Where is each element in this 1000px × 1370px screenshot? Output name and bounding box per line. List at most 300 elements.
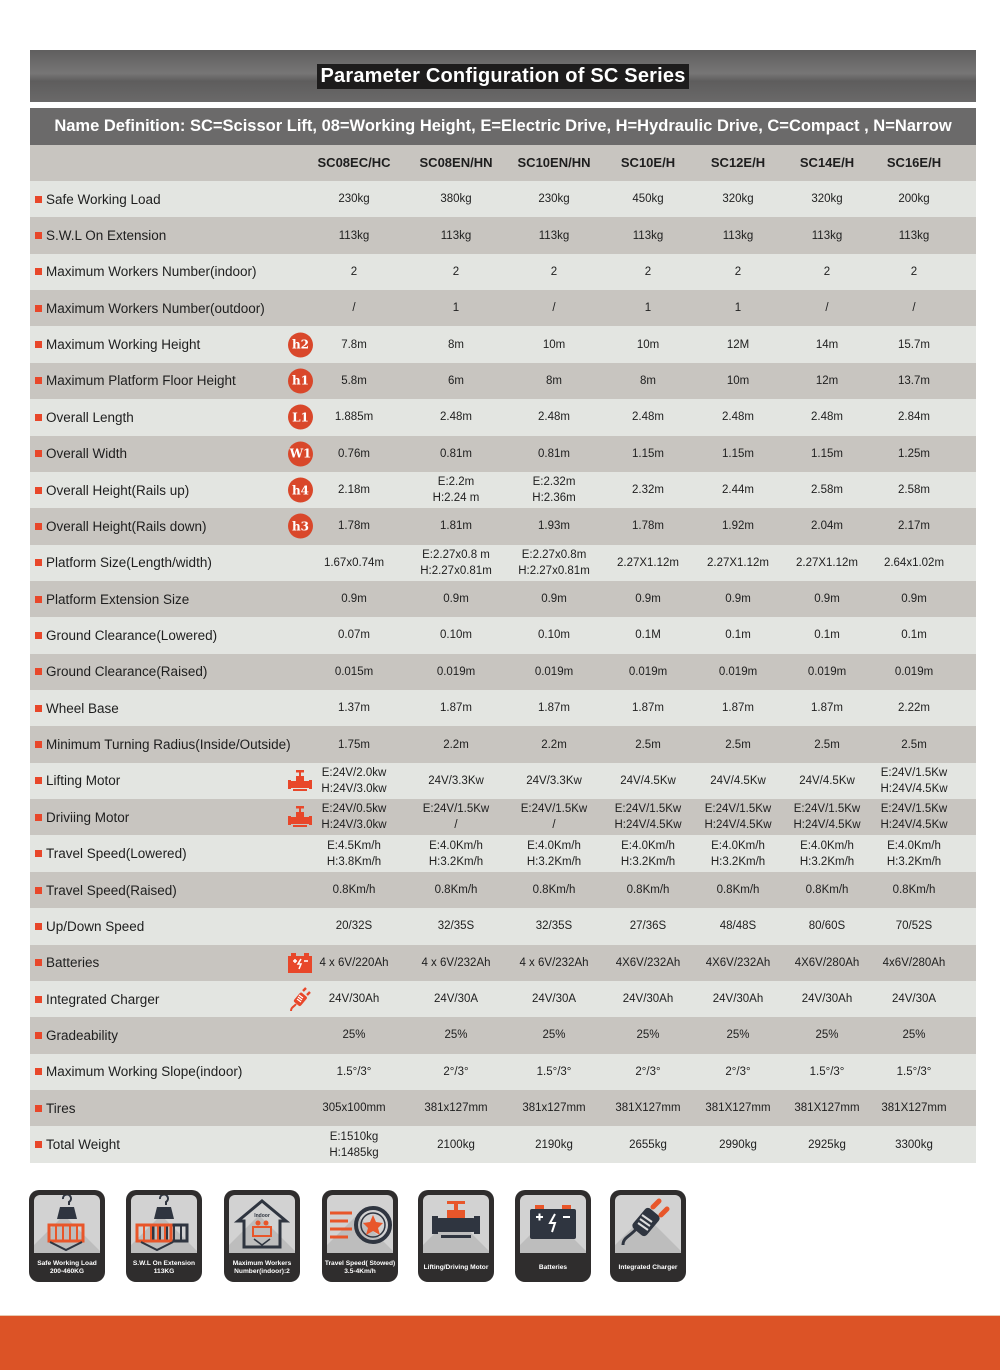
cell-value: 25%: [815, 1029, 839, 1042]
cell-value: E:24V/1.5Kw: [793, 803, 861, 816]
table-cell: [511, 217, 597, 253]
feature-tile: [224, 1190, 300, 1282]
bullet-icon: [35, 959, 42, 966]
table-cell: [782, 254, 872, 290]
cell-value: 2.18m: [338, 484, 370, 497]
table-row: [30, 690, 976, 726]
tile-caption: [29, 1253, 105, 1282]
cell-value: 2°/3°: [725, 1065, 751, 1078]
bullet-icon: [35, 996, 42, 1003]
cell-value: 1.87m: [811, 702, 843, 715]
bullet-icon: [35, 232, 42, 239]
cell-value: 2.5m: [635, 738, 661, 751]
table-cell: [604, 436, 692, 472]
feature-tile: [29, 1190, 105, 1282]
cell-value: E:24V/1.5Kw: [520, 803, 588, 816]
table-cell: [511, 326, 597, 362]
cell-value: 0.9m: [635, 593, 661, 606]
cell-value: 2.58m: [811, 484, 843, 497]
table-cell: [310, 399, 398, 435]
cell-value: E:24V/1.5Kw: [422, 803, 490, 816]
cell-value: /: [352, 302, 356, 315]
cell-value: 2: [452, 265, 460, 278]
bullet-icon: [35, 377, 42, 384]
cell-value: 48/48S: [719, 920, 757, 933]
model-header: SC08EC/HC: [317, 155, 391, 170]
table-cell: [782, 508, 872, 544]
table-row: [30, 617, 976, 653]
cell-value: 1.5°/3°: [536, 1065, 572, 1078]
cell-value: 1.87m: [538, 702, 570, 715]
cell-value: 25%: [444, 1029, 468, 1042]
cell-value: 305x100mm: [322, 1102, 386, 1115]
table-cell: [604, 690, 692, 726]
cell-value: 0.8Km/h: [805, 884, 849, 896]
cell-value: 24V/30Ah: [328, 993, 380, 1006]
cell-value: 1.78m: [632, 520, 664, 533]
cell-value: 24V/4.5Kw: [620, 774, 676, 787]
row-label-cell: [30, 399, 320, 435]
table-row: [30, 1090, 976, 1126]
tile-caption-line: 3.5-4Km/h: [344, 1267, 376, 1275]
row-label-cell: [30, 690, 320, 726]
row-label: Batteries: [46, 955, 100, 971]
cell-value: 24V/4.5Kw: [710, 774, 766, 787]
table-cell: [694, 363, 782, 399]
platform-height-h1-icon: h1: [288, 368, 313, 393]
tile-caption-line: Batteries: [538, 1263, 568, 1271]
cell-value: 27/36S: [629, 920, 667, 933]
feature-tiles: [29, 1190, 709, 1282]
cell-value: 7.8m: [341, 338, 367, 351]
tile-caption-line: Lifting/Driving Motor: [423, 1263, 489, 1271]
table-row: [30, 1126, 976, 1162]
table-cell: [604, 799, 692, 835]
table-cell: [782, 217, 872, 253]
table-cell: [782, 290, 872, 326]
table-cell: [604, 363, 692, 399]
bullet-icon: [35, 705, 42, 712]
table-cell: [604, 872, 692, 908]
bullet-icon: [35, 559, 42, 566]
cell-value: 381X127mm: [881, 1102, 947, 1115]
cell-value: 32/35S: [437, 920, 475, 933]
row-label: Maximum Platform Floor Height: [46, 373, 236, 389]
cell-value: 381x127mm: [424, 1102, 488, 1115]
cell-value: H:24V/4.5Kw: [704, 819, 772, 832]
table-row: [30, 436, 976, 472]
table-cell: [870, 1017, 958, 1053]
table-cell: [782, 872, 872, 908]
table-cell: [511, 799, 597, 835]
cell-value: 25%: [542, 1029, 566, 1042]
table-cell: [310, 326, 398, 362]
cell-value: 1.37m: [338, 702, 370, 715]
cell-value: 2.5m: [901, 738, 927, 751]
table-cell: [511, 545, 597, 581]
cell-value: 2.58m: [898, 484, 930, 497]
cell-value: 1: [734, 302, 742, 315]
table-cell: [604, 1126, 692, 1162]
bullet-icon: [35, 887, 42, 894]
table-row: [30, 654, 976, 690]
table-cell: [414, 1126, 498, 1162]
cell-value: 113kg: [440, 229, 472, 242]
cell-value: 14m: [815, 338, 839, 351]
table-cell: [604, 945, 692, 981]
table-cell: [511, 1090, 597, 1126]
cell-value: H:24V/3.0kw: [321, 782, 387, 795]
table-cell: [414, 1017, 498, 1053]
cell-value: 12M: [726, 338, 750, 351]
table-cell: [870, 217, 958, 253]
table-row: [30, 1054, 976, 1090]
table-cell: [694, 690, 782, 726]
cell-value: 1.67x0.74m: [323, 556, 385, 569]
table-cell: [870, 726, 958, 762]
table-cell: [694, 290, 782, 326]
row-label-cell: [30, 981, 320, 1017]
table-row: [30, 581, 976, 617]
cell-value: 0.8Km/h: [892, 884, 936, 896]
table-cell: [310, 945, 398, 981]
cell-value: E:24V/0.5kw: [321, 803, 387, 816]
name-definition: Name Definition: SC=Scissor Lift, 08=Working Height, E=Electric Drive, H=Hydraulic Drive, C=Compact , N=Narrow: [30, 108, 976, 145]
table-cell: [310, 508, 398, 544]
table-cell: [511, 654, 597, 690]
table-cell: [604, 654, 692, 690]
cell-value: 113kg: [722, 229, 754, 242]
row-label-cell: [30, 945, 320, 981]
table-cell: [414, 908, 498, 944]
row-label-cell: [30, 835, 320, 871]
tile-caption-line: Travel Speed( Stowed): [324, 1259, 396, 1267]
table-cell: [694, 1126, 782, 1162]
row-label-cell: [30, 326, 320, 362]
table-cell: [604, 763, 692, 799]
table-cell: [782, 545, 872, 581]
row-label: Lifting Motor: [46, 773, 121, 789]
cell-value: 24V/3.3Kw: [526, 774, 582, 787]
table-cell: [414, 617, 498, 653]
cell-value: H:3.2Km/h: [428, 855, 484, 868]
table-cell: [870, 1054, 958, 1090]
table-cell: [870, 545, 958, 581]
cell-value: 2.44m: [722, 484, 754, 497]
table-cell: [310, 1090, 398, 1126]
table-row: [30, 254, 976, 290]
table-cell: [604, 545, 692, 581]
table-cell: [414, 1090, 498, 1126]
cell-value: 2: [644, 265, 652, 278]
row-label: Travel Speed(Lowered): [46, 846, 187, 862]
indoor-house-icon: [229, 1195, 295, 1253]
table-cell: [694, 326, 782, 362]
row-label: Total Weight: [46, 1137, 121, 1153]
cell-value: 1.5°/3°: [336, 1065, 372, 1078]
cell-value: 450kg: [632, 193, 664, 206]
cell-value: 0.9m: [814, 593, 840, 606]
table-cell: [870, 654, 958, 690]
row-label-cell: [30, 217, 320, 253]
feature-tile: [515, 1190, 591, 1282]
table-cell: [694, 799, 782, 835]
bullet-icon: [35, 1105, 42, 1112]
table-cell: [870, 981, 958, 1017]
table-cell: [414, 981, 498, 1017]
row-label: Overall Width: [46, 446, 128, 462]
table-cell: [604, 1054, 692, 1090]
table-cell: [694, 763, 782, 799]
cell-value: 2: [350, 265, 358, 278]
bullet-icon: [35, 741, 42, 748]
cell-value: 1: [452, 302, 460, 315]
table-row: [30, 835, 976, 871]
table-row: [30, 217, 976, 253]
row-label-cell: [30, 436, 320, 472]
rails-down-h3-icon: h3: [288, 514, 313, 539]
cell-value: H:24V/4.5Kw: [880, 819, 948, 832]
cell-value: 2: [550, 265, 558, 278]
cell-value: 0.9m: [443, 593, 469, 606]
cell-value: /: [552, 819, 556, 832]
cell-value: /: [825, 302, 829, 315]
extension-crate-icon: [131, 1195, 197, 1253]
table-cell: [782, 763, 872, 799]
cell-value: 0.019m: [436, 665, 476, 678]
table-cell: [414, 726, 498, 762]
svg-text:Indoor: Indoor: [254, 1213, 270, 1219]
table-cell: [310, 654, 398, 690]
table-cell: [310, 217, 398, 253]
table-cell: [782, 726, 872, 762]
row-label: Wheel Base: [46, 700, 119, 716]
cell-value: 0.1m: [725, 629, 751, 642]
cell-value: 24V/3.3Kw: [428, 774, 484, 787]
row-label: Integrated Charger: [46, 991, 160, 1007]
cell-value: 2.48m: [811, 411, 843, 424]
cell-value: 24V/30A: [433, 993, 479, 1006]
cell-value: 2.5m: [814, 738, 840, 751]
cell-value: 2.64x1.02m: [883, 556, 945, 569]
table-cell: [870, 872, 958, 908]
table-cell: [511, 763, 597, 799]
table-cell: [782, 799, 872, 835]
cell-value: 2.04m: [811, 520, 843, 533]
bullet-icon: [35, 814, 42, 821]
cell-value: H:2.27x0.81m: [518, 564, 590, 577]
table-cell: [511, 945, 597, 981]
table-cell: [414, 945, 498, 981]
cell-value: 24V/30A: [891, 993, 937, 1006]
table-cell: [414, 508, 498, 544]
table-cell: [511, 617, 597, 653]
cell-value: 6m: [448, 374, 464, 387]
table-cell: [414, 690, 498, 726]
cell-value: 8m: [546, 374, 562, 387]
cell-value: E:2.32m: [532, 476, 576, 489]
table-cell: [694, 217, 782, 253]
table-cell: [310, 290, 398, 326]
cell-value: 2100kg: [437, 1138, 475, 1151]
table-cell: [694, 181, 782, 217]
cell-value: /: [552, 302, 556, 315]
bullet-icon: [35, 341, 42, 348]
table-cell: [310, 254, 398, 290]
cell-value: 2: [734, 265, 742, 278]
cell-value: 1.78m: [338, 520, 370, 533]
table-cell: [604, 908, 692, 944]
table-cell: [310, 545, 398, 581]
table-cell: [782, 1090, 872, 1126]
tile-caption: [322, 1253, 398, 1282]
cell-value: 0.019m: [628, 665, 668, 678]
cell-value: E:24V/1.5Kw: [704, 803, 772, 816]
rails-up-h4-icon: h4: [288, 478, 313, 503]
table-cell: [870, 326, 958, 362]
cell-value: 5.8m: [341, 374, 367, 387]
table-cell: [604, 254, 692, 290]
table-cell: [694, 1054, 782, 1090]
table-cell: [310, 872, 398, 908]
bullet-icon: [35, 1068, 42, 1075]
table-cell: [694, 835, 782, 871]
row-label: Minimum Turning Radius(Inside/Outside): [46, 737, 291, 753]
table-cell: [870, 290, 958, 326]
cell-value: 0.019m: [534, 665, 574, 678]
table-cell: [511, 1054, 597, 1090]
cell-value: E:4.5Km/h: [327, 839, 381, 852]
bullet-icon: [35, 777, 42, 784]
table-cell: [604, 217, 692, 253]
cell-value: E:4.0Km/h: [429, 839, 483, 852]
table-cell: [511, 1126, 597, 1162]
cell-value: 0.81m: [440, 447, 472, 460]
cell-value: 0.8Km/h: [532, 884, 576, 896]
table-cell: [511, 872, 597, 908]
tile-caption: [515, 1253, 591, 1282]
table-cell: [414, 254, 498, 290]
cell-value: E:24V/1.5Kw: [614, 803, 682, 816]
cell-value: H:3.2Km/h: [710, 855, 766, 868]
cell-value: 1.92m: [722, 520, 754, 533]
table-row: [30, 872, 976, 908]
cell-value: 25%: [726, 1029, 750, 1042]
table-cell: [604, 981, 692, 1017]
table-cell: [310, 1126, 398, 1162]
cell-value: 0.8Km/h: [716, 884, 760, 896]
table-cell: [870, 799, 958, 835]
tile-caption: [610, 1253, 686, 1282]
table-cell: [414, 472, 498, 508]
bullet-icon: [35, 523, 42, 530]
cell-value: 0.07m: [338, 629, 370, 642]
table-cell: [782, 981, 872, 1017]
length-l1-icon: L1: [288, 405, 313, 430]
bullet-icon: [35, 1141, 42, 1148]
cell-value: 0.1m: [901, 629, 927, 642]
cell-value: E:24V/1.5Kw: [880, 766, 948, 779]
cell-value: 1.5°/3°: [809, 1065, 845, 1078]
row-label-cell: [30, 908, 320, 944]
table-cell: [782, 617, 872, 653]
table-cell: [414, 872, 498, 908]
cell-value: 0.015m: [334, 665, 374, 678]
cell-value: 1.93m: [538, 520, 570, 533]
cell-value: 2.32m: [632, 484, 664, 497]
table-cell: [604, 617, 692, 653]
table-cell: [782, 363, 872, 399]
row-label-cell: [30, 181, 320, 217]
cell-value: 2.2m: [443, 738, 469, 751]
working-height-h2-icon: h2: [288, 332, 313, 357]
row-label-cell: [30, 872, 320, 908]
row-label-cell: [30, 545, 320, 581]
cell-value: 1.15m: [811, 447, 843, 460]
table-row: [30, 908, 976, 944]
cell-value: 113kg: [632, 229, 664, 242]
cell-value: 0.8Km/h: [626, 884, 670, 896]
model-header: SC08EN/HN: [419, 155, 493, 170]
table-row: [30, 399, 976, 435]
table-cell: [414, 799, 498, 835]
table-row: [30, 1017, 976, 1053]
plug-icon: [615, 1195, 681, 1253]
cell-value: 25%: [342, 1029, 366, 1042]
table-cell: [604, 472, 692, 508]
cell-value: E:1510kg: [329, 1130, 379, 1143]
table-cell: [782, 436, 872, 472]
table-cell: [870, 617, 958, 653]
cell-value: 2.48m: [722, 411, 754, 424]
cell-value: 0.9m: [725, 593, 751, 606]
row-label: Driviing Motor: [46, 809, 130, 825]
row-label-cell: [30, 1090, 320, 1126]
cell-value: 4X6V/232Ah: [705, 956, 771, 969]
table-cell: [310, 363, 398, 399]
cell-value: 113kg: [898, 229, 930, 242]
row-label: Ground Clearance(Raised): [46, 664, 208, 680]
table-cell: [511, 1017, 597, 1053]
table-cell: [310, 181, 398, 217]
table-cell: [870, 181, 958, 217]
cell-value: H:24V/3.0kw: [321, 819, 387, 832]
table-cell: [694, 581, 782, 617]
table-cell: [870, 1126, 958, 1162]
table-cell: [310, 981, 398, 1017]
table-cell: [604, 326, 692, 362]
table-row: [30, 726, 976, 762]
cell-value: 320kg: [811, 193, 843, 206]
cell-value: 2190kg: [535, 1138, 573, 1151]
table-row: [30, 508, 976, 544]
footer-band: [0, 1315, 1000, 1370]
cell-value: E:4.0Km/h: [527, 839, 581, 852]
table-cell: [414, 181, 498, 217]
model-header: SC10E/H: [620, 155, 676, 170]
cell-value: E:24V/2.0kw: [321, 766, 387, 779]
cell-value: 1.75m: [338, 738, 370, 751]
cell-value: 0.10m: [538, 629, 570, 642]
cell-value: E:2.27x0.8m: [521, 548, 587, 561]
cell-value: 3300kg: [895, 1138, 933, 1151]
bullet-icon: [35, 487, 42, 494]
table-cell: [782, 1126, 872, 1162]
cell-value: 10m: [542, 338, 566, 351]
cell-value: 113kg: [811, 229, 843, 242]
feature-tile: [418, 1190, 494, 1282]
cell-value: 2.2m: [541, 738, 567, 751]
